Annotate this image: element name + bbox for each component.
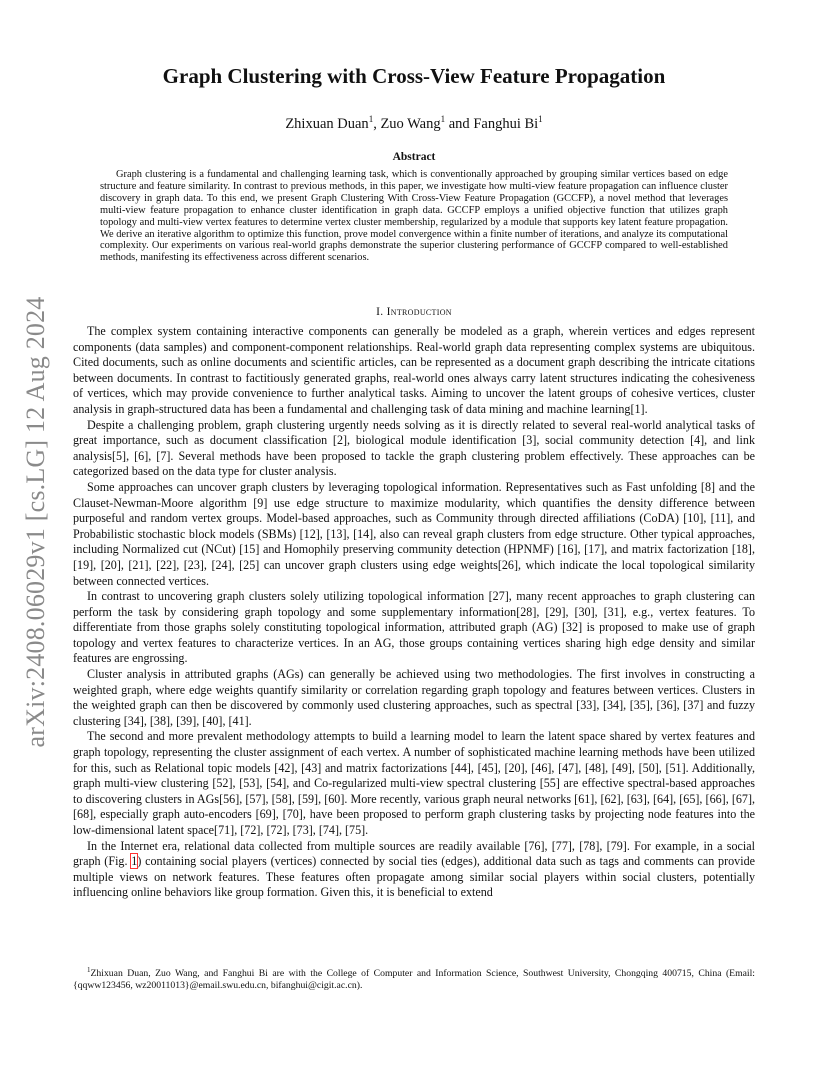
footnote-text: Zhixuan Duan, Zuo Wang, and Fanghui Bi are with the College of Computer and Information Science, Southwest University, Chongqing 400715, China (Email: {qqww123456, wz20011013}@email.swu.edu.cn, bifanghui@cigit.ac.cn).	[73, 968, 755, 992]
author-name: Zhixuan Duan	[285, 115, 369, 132]
paragraph: In contrast to uncovering graph clusters solely utilizing topological information [27], many recent approaches to graph clustering can perform the task by considering graph topology and some supplementary information[28], [29], [30], [31], e.g., vertex features. To differentiate from those graphs solely constituting topological information, attributed graph (AG) [32] is proposed to make use of graph topology and vertex features to characterize vertices. In an AG, those groups containing vertices sharing high edge density and similar features are engrossing.	[73, 589, 755, 666]
paragraph: Despite a challenging problem, graph clustering urgently needs solving as it is directly related to several real-world analytical tasks of great importance, such as document classification [2], biological module identification [3], social community detection [4], and link analysis[5], [6], [7]. Several methods have been proposed to tackle the graph clustering problem effectively. These approaches can be categorized based on the data type for cluster analysis.	[73, 417, 755, 479]
author-separator: ,	[373, 115, 381, 132]
abstract-heading: Abstract	[392, 151, 436, 163]
affiliation-mark: 1	[440, 114, 446, 124]
paragraph: Cluster analysis in attributed graphs (AGs) can generally be achieved using two methodologies. The first involves in constructing a weighted graph, where edge weights quantify similarity or correlation regarding graph topology and features between vertices. Clusters in the weighted graph can then be discovered by commonly used clustering approaches, such as spectral [33], [34], [35], [36], [37] and fuzzy clustering [34], [38], [39], [40], [41].	[73, 667, 755, 728]
author-list	[0, 114, 828, 133]
affiliation-mark: 1	[538, 114, 543, 124]
abstract-text: Graph clustering is a fundamental and challenging learning task, which is conventionally approached by grouping similar vertices based on edge structure and feature similarity. In contrast to previous methods, in this paper, we investigate how multi-view feature propagation can influence cluster discovery in graph data. To this end, we present Graph Clustering With Cross-View Feature Propagation (GCCFP), a novel method that leverages multi-view feature propagation to enhance cluster identification in graph data. GCCFP employs a unified objective function that utilizes graph topology and multi-view vertex features to determine vertex cluster membership, regularized by a module that supports key latent feature propagation. We derive an iterative algorithm to optimize this function, prove model convergence within a finite number of iterations, and analyze its computational complexity. Our experiments on various real-world graphs demonstrate the superior clustering performance of GCCFP compared to well-established methods, manifesting its effectiveness across different scenarios.	[100, 169, 728, 264]
figure-reference-link[interactable]: 1	[131, 854, 138, 869]
author-separator: and	[445, 115, 474, 132]
footnote	[73, 964, 755, 992]
section-heading	[0, 306, 828, 318]
arxiv-sidebar	[14, 282, 58, 762]
body-text	[73, 324, 755, 901]
footnote-mark: 1	[87, 966, 91, 974]
affiliation-mark: 1	[368, 114, 374, 124]
arxiv-identifier: arXiv:2408.06029v1 [cs.LG] 12 Aug 2024	[21, 296, 50, 748]
paragraph	[73, 839, 755, 901]
author-name: Fanghui Bi	[473, 115, 539, 132]
paragraph: The complex system containing interactive components can generally be modeled as a graph, wherein vertices and edges represent components (data samples) and component-component relationships. Real-world graph data representing complex systems are ubiquitous. Cited documents, such as online documents and scientific articles, can be represented as a document graph describing the intricate citations between documents. In contrast to factitiously generated graphs, real-world ones always carry latent structures indicating the cohesiveness of vertices, which may provide convenience to further analytical tasks. Aiming to uncover the latent groups of cohesive vertices, cluster analysis in graph-structured data has been a fundamental and challenging task of data mining and machine learning[1].	[73, 324, 755, 416]
paragraph-text: In the Internet era, relational data collected from multiple sources are readily available [76], [77], [78], [79]. For example, in a social graph (Fig.	[73, 838, 755, 869]
section-number: I.	[376, 306, 384, 318]
paragraph-text: ) containing social players (vertices) connected by social ties (edges), additional data such as tags and comments can provide multiple views on network features. These features often propagate among similar social players within social clusters, potentially influencing online behaviors like group formation. Given this, it is beneficial to extend	[73, 854, 755, 900]
paragraph: The second and more prevalent methodology attempts to build a learning model to learn the latent space shared by vertex features and graph topology, representing the cluster assignment of each vertex. A number of sophisticated machine learning methods have been utilized for this, such as Relational topic models [42], [43] and matrix factorizations [44], [45], [20], [46], [47], [48], [49], [50], [51]. Additionally, graph multi-view clustering [52], [53], [54], and Co-regularized multi-view spectral clustering [55] are effective spectral-based approaches to discovering clusters in AGs[56], [57], [58], [59], [60]. More recently, various graph neural networks [61], [62], [63], [64], [65], [66], [67], [68], especially graph auto-encoders [69], [70], have been proposed to perform graph clustering tasks by projecting node features into the low-dimensional latent space[71], [72], [72], [73], [74], [75].	[73, 729, 755, 837]
paper-title: Graph Clustering with Cross-View Feature Propagation	[162, 64, 666, 88]
section-title: Introduction	[386, 306, 452, 318]
paragraph: Some approaches can uncover graph clusters by leveraging topological information. Representatives such as Fast unfolding [8] and the Clauset-Newman-Moore algorithm [9] use edge structure to maximize modularity, which quantifies the density difference between purposeful and random vertex groups. Model-based approaches, such as Community through directed affiliations (CoDA) [10], [11], and Probabilistic stochastic block models (SBMs) [12], [13], [14], also can reveal graph clusters from edge structure. Other typical approaches, including Normalized cut (NCut) [15] and Homophily preserving community detection (HPNMF) [16], [17], and matrix factorization [18], [19], [20], [21], [22], [23], [24], [25] can uncover graph clusters using edge weights[26], which indicate the local topological similarity between connected vertices.	[73, 479, 755, 588]
author-name: Zuo Wang	[380, 115, 441, 132]
